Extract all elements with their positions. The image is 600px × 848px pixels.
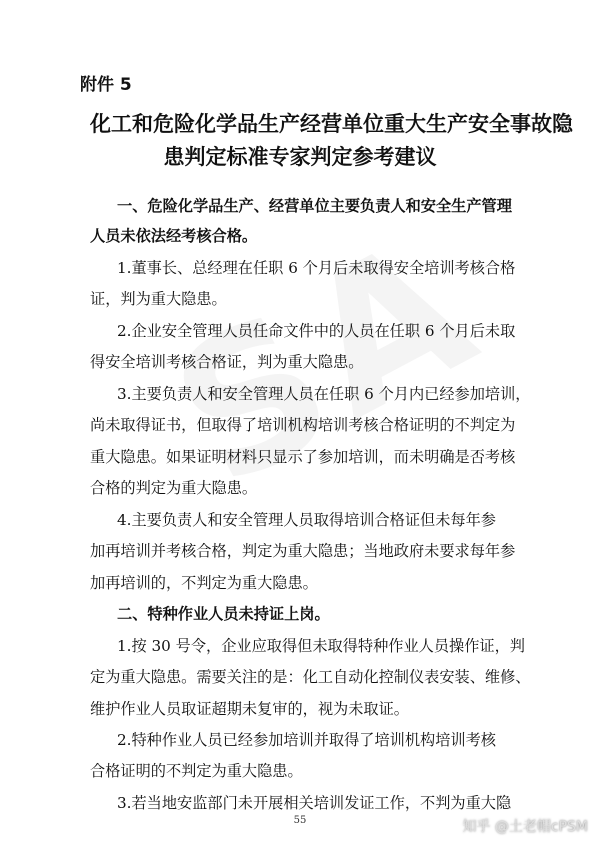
section-heading-2: 二、特种作业人员未持证上岗。 (117, 605, 330, 623)
paragraph-line: 重大隐患。如果证明材料只显示了参加培训，而未明确是否考核 (90, 448, 516, 466)
paragraph-line: 得安全培训考核合格证，判为重大隐患。 (90, 353, 364, 371)
paragraph-line: 2.特种作业人员已经参加培训并取得了培训机构培训考核 (117, 731, 496, 749)
document-title-line-2: 患判定标准专家判定参考建议 (163, 145, 437, 169)
page-number: 55 (293, 815, 307, 826)
paragraph-line: 3.若当地安监部门未开展相关培训发证工作，不判为重大隐 (117, 794, 512, 812)
section-heading-1: 一、危险化学品生产、经营单位主要负责人和安全生产管理 (117, 197, 512, 215)
paragraph-line: 证，判为重大隐患。 (90, 290, 227, 308)
paragraph-line: 2.企业安全管理人员任命文件中的人员在任职 6 个月后未取 (117, 322, 516, 340)
paragraph-line: 尚未取得证书，但取得了培训机构培训考核合格证明的不判定为 (90, 416, 516, 434)
paragraph-line: 1.董事长、总经理在任职 6 个月后未取得安全培训考核合格 (117, 259, 516, 277)
paragraph-line: 合格的判定为重大隐患。 (90, 479, 258, 497)
zhihu-watermark: 知乎 @土老帽cPSM (462, 819, 588, 835)
paragraph-line: 加再培训的，不判定为重大隐患。 (90, 574, 318, 592)
paragraph-line: 维护作业人员取证超期未复审的，视为未取证。 (90, 700, 409, 718)
attachment-label: 附件 5 (80, 75, 132, 95)
paragraph-line: 4.主要负责人和安全管理人员取得培训合格证但未每年参 (117, 511, 496, 529)
section-heading-1-cont: 人员未依法经考核合格。 (90, 227, 258, 245)
paragraph-line: 加再培训并考核合格，判定为重大隐患；当地政府未要求每年参 (90, 542, 516, 560)
paragraph-line: 合格证明的不判定为重大隐患。 (90, 762, 303, 780)
paragraph-line: 定为重大隐患。需要关注的是：化工自动化控制仪表安装、维修、 (90, 668, 531, 686)
paragraph-line: 3.主要负责人和安全管理人员在任职 6 个月内已经参加培训， (117, 385, 531, 403)
paragraph-line: 1.按 30 号令，企业应取得但未取得特种作业人员操作证，判 (117, 637, 525, 655)
document-title-line-1: 化工和危险化学品生产经营单位重大生产安全事故隐 (90, 112, 573, 136)
